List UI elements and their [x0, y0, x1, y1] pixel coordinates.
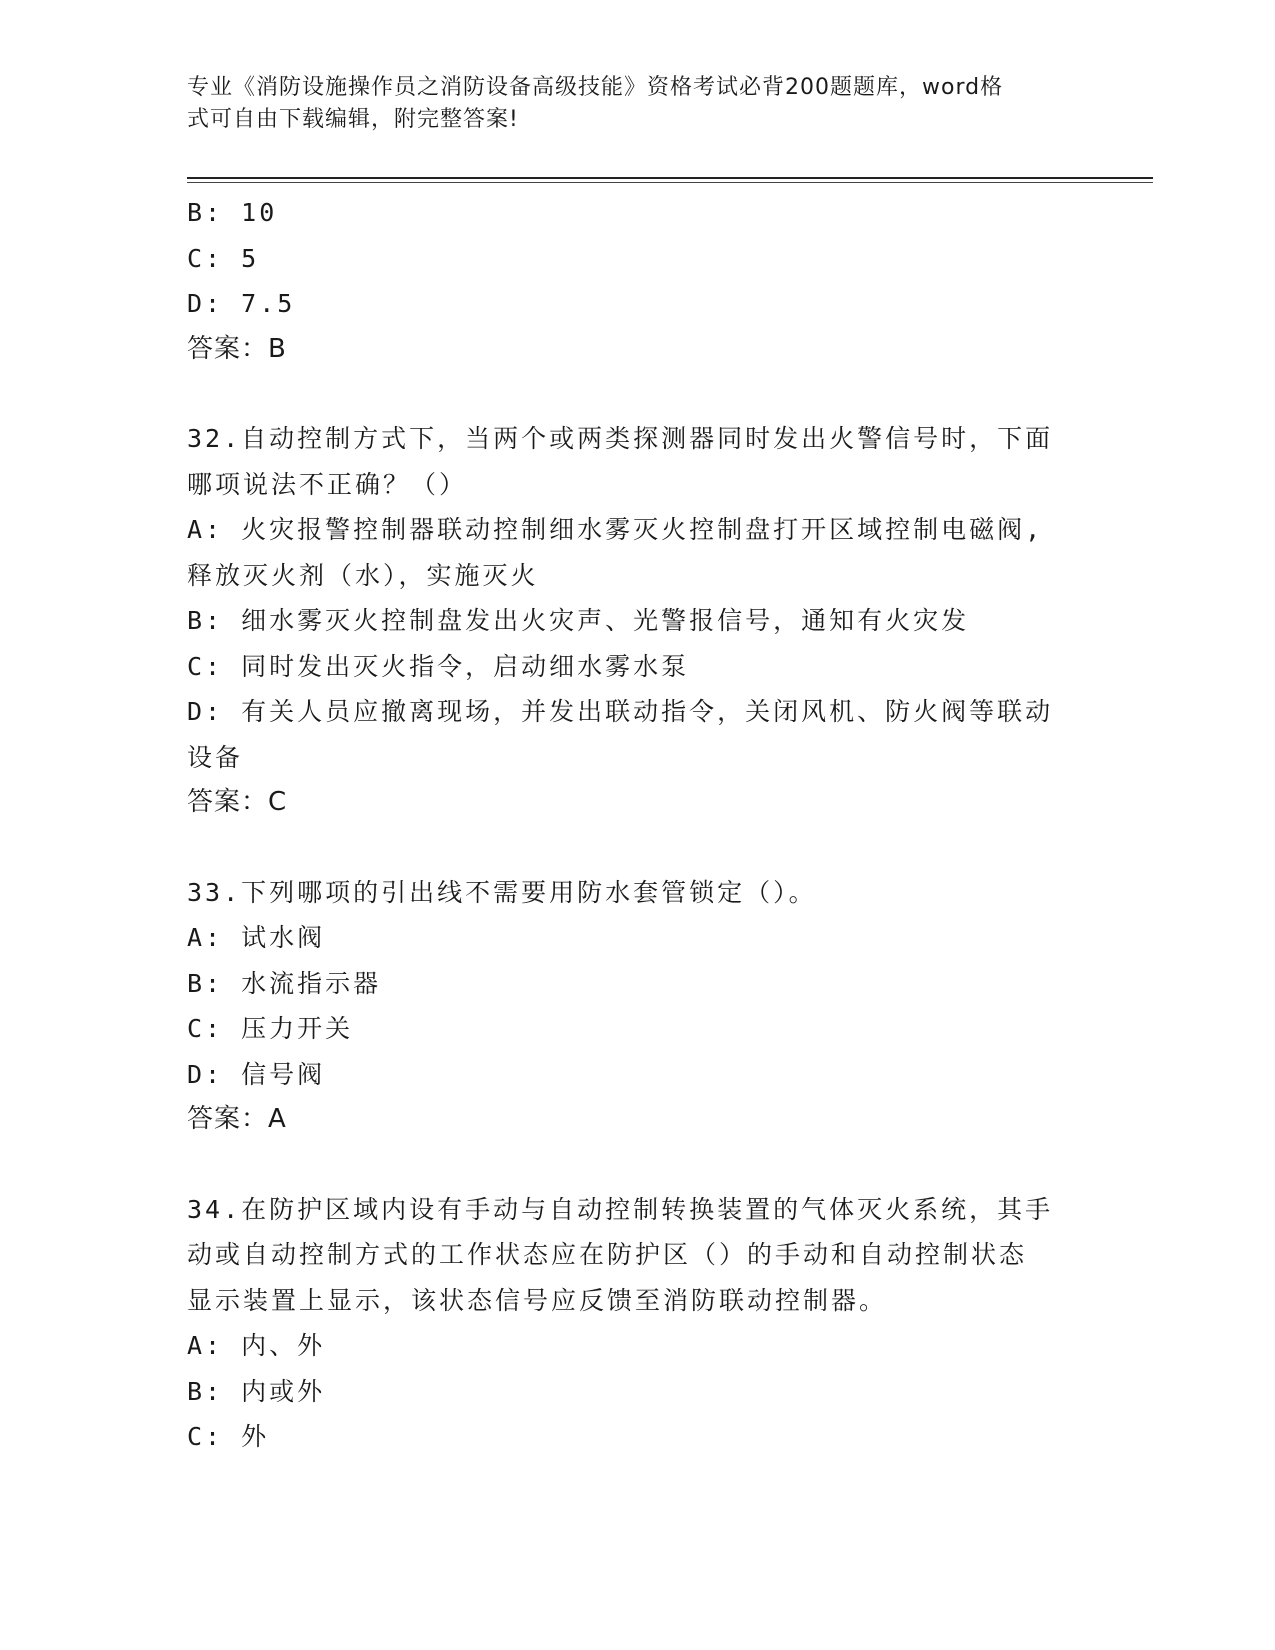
option-b: B: 10	[187, 198, 278, 227]
header-rule-thick	[187, 177, 1153, 179]
spacer	[187, 1143, 1087, 1187]
option-a: A: 试水阀	[187, 923, 326, 952]
option-c: C: 5	[187, 243, 260, 273]
option-c: C: 压力开关	[187, 1014, 354, 1043]
header-line-1: 专业《消防设施操作员之消防设备高级技能》资格考试必背200题题库，word格	[187, 75, 1004, 100]
option-a: A: 火灾报警控制器联动控制细水雾灭火控制盘打开区域控制电磁阀,	[187, 515, 1044, 544]
question-33	[187, 870, 1087, 1143]
answer-line: 答案：C	[187, 787, 288, 817]
option-c: C: 同时发出灭火指令，启动细水雾水泵	[187, 651, 690, 681]
question-stem: 动或自动控制方式的工作状态应在防护区（）的手动和自动控制状态	[187, 1240, 1028, 1269]
option-c: C: 外	[187, 1422, 270, 1451]
question-stem: 显示装置上显示，该状态信号应反馈至消防联动控制器。	[187, 1285, 888, 1315]
option-b: B: 细水雾灭火控制盘发出火灾声、光警报信号，通知有火灾发	[187, 606, 970, 635]
option-d: D: 信号阀	[187, 1059, 326, 1089]
question-34	[187, 1187, 1087, 1460]
header-rule-thin	[187, 182, 1153, 183]
question-stem: 32.自动控制方式下，当两个或两类探测器同时发出火警信号时，下面	[187, 424, 1054, 453]
option-b: B: 水流指示器	[187, 968, 382, 998]
option-a: A: 内、外	[187, 1331, 326, 1360]
answer-line: 答案：A	[187, 1104, 287, 1134]
header-line-2: 式可自由下载编辑，附完整答案!	[187, 107, 519, 132]
document-header	[187, 72, 1067, 136]
option-d: D: 7.5	[187, 289, 296, 318]
question-stem: 哪项说法不正确？（）	[187, 469, 468, 499]
question-stem: 34.在防护区域内设有手动与自动控制转换装置的气体灭火系统，其手	[187, 1194, 1054, 1224]
option-d-cont: 设备	[187, 742, 244, 772]
question-stem: 33.下列哪项的引出线不需要用防水套管锁定（）。	[187, 877, 817, 907]
option-d: D: 有关人员应撤离现场，并发出联动指令，关闭风机、防火阀等联动	[187, 697, 1054, 726]
answer-line: 答案：B	[187, 333, 287, 364]
option-a-cont: 释放灭火剂（水），实施灭火	[187, 560, 539, 590]
prev-question	[187, 190, 1087, 372]
spacer	[187, 372, 1087, 416]
question-32	[187, 416, 1087, 826]
question-list	[187, 190, 1087, 1460]
spacer	[187, 826, 1087, 870]
option-b: B: 内或外	[187, 1376, 326, 1406]
